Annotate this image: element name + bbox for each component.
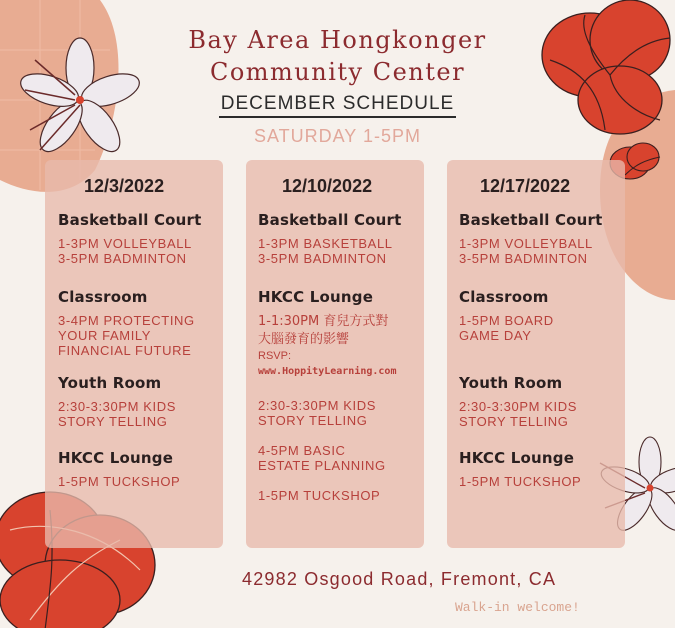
activity-line: 2:30-3:30PM KIDS (459, 399, 577, 414)
activity-line: 3-5PM BADMINTON (58, 251, 187, 266)
activity-line: 4-5PM BASIC (258, 443, 346, 458)
room-name: HKCC Lounge (258, 288, 374, 306)
activity-line: 1-3PM VOLLEYBALL (58, 236, 192, 251)
column-date: 12/17/2022 (480, 176, 571, 196)
activity-line: STORY TELLING (58, 414, 168, 429)
column-date: 12/3/2022 (84, 176, 165, 196)
schedule-subtitle (0, 93, 675, 118)
activity-line: 1-5PM BOARD (459, 313, 554, 328)
room-name: Classroom (459, 288, 549, 306)
activity-line: ESTATE PLANNING (258, 458, 386, 473)
activity-line: STORY TELLING (459, 414, 569, 429)
activity-line: 1-5PM TUCKSHOP (459, 474, 582, 489)
room-name: Basketball Court (459, 211, 603, 229)
activity-line: 2:30-3:30PM KIDS (58, 399, 176, 414)
activity-line: 2:30-3:30PM KIDS (258, 398, 376, 413)
room-name: Youth Room (459, 374, 563, 392)
room-name: HKCC Lounge (58, 449, 174, 467)
rsvp-label: RSVP: (258, 350, 292, 362)
column-date: 12/10/2022 (282, 176, 373, 196)
activity-line: STORY TELLING (258, 413, 368, 428)
room-name: HKCC Lounge (459, 449, 575, 467)
room-name: Basketball Court (258, 211, 402, 229)
activity-line: 1-5PM TUCKSHOP (58, 474, 181, 489)
activity-line: GAME DAY (459, 328, 532, 343)
activity-line-zh: 1-1:30PM 育兒方式對 (258, 314, 389, 329)
activity-line-zh: 大腦發育的影響 (258, 332, 350, 347)
activity-line: 1-3PM BASKETBALL (258, 236, 393, 251)
activity-line: YOUR FAMILY (58, 328, 152, 343)
schedule-time: SATURDAY 1-5PM (253, 126, 422, 146)
room-name: Classroom (58, 288, 148, 306)
activity-line: 3-5PM BADMINTON (258, 251, 387, 266)
activity-line: 3-4PM PROTECTING (58, 313, 195, 328)
schedule-subtitle-text: DECEMBER SCHEDULE (219, 93, 456, 118)
room-name: Youth Room (58, 374, 162, 392)
center-name-line1: Bay Area Hongkonger (188, 26, 487, 54)
address: 42982 Osgood Road, Fremont, CA (242, 569, 557, 589)
center-name-line2: Community Center (209, 58, 466, 86)
activity-line: 3-5PM BADMINTON (459, 251, 588, 266)
walk-in-note: Walk-in welcome! (455, 600, 580, 615)
activity-line: 1-5PM TUCKSHOP (258, 488, 381, 503)
activity-line: 1-3PM VOLLEYBALL (459, 236, 593, 251)
room-name: Basketball Court (58, 211, 202, 229)
activity-line: FINANCIAL FUTURE (58, 343, 192, 358)
rsvp-link[interactable]: www.HoppityLearning.com (258, 366, 397, 377)
